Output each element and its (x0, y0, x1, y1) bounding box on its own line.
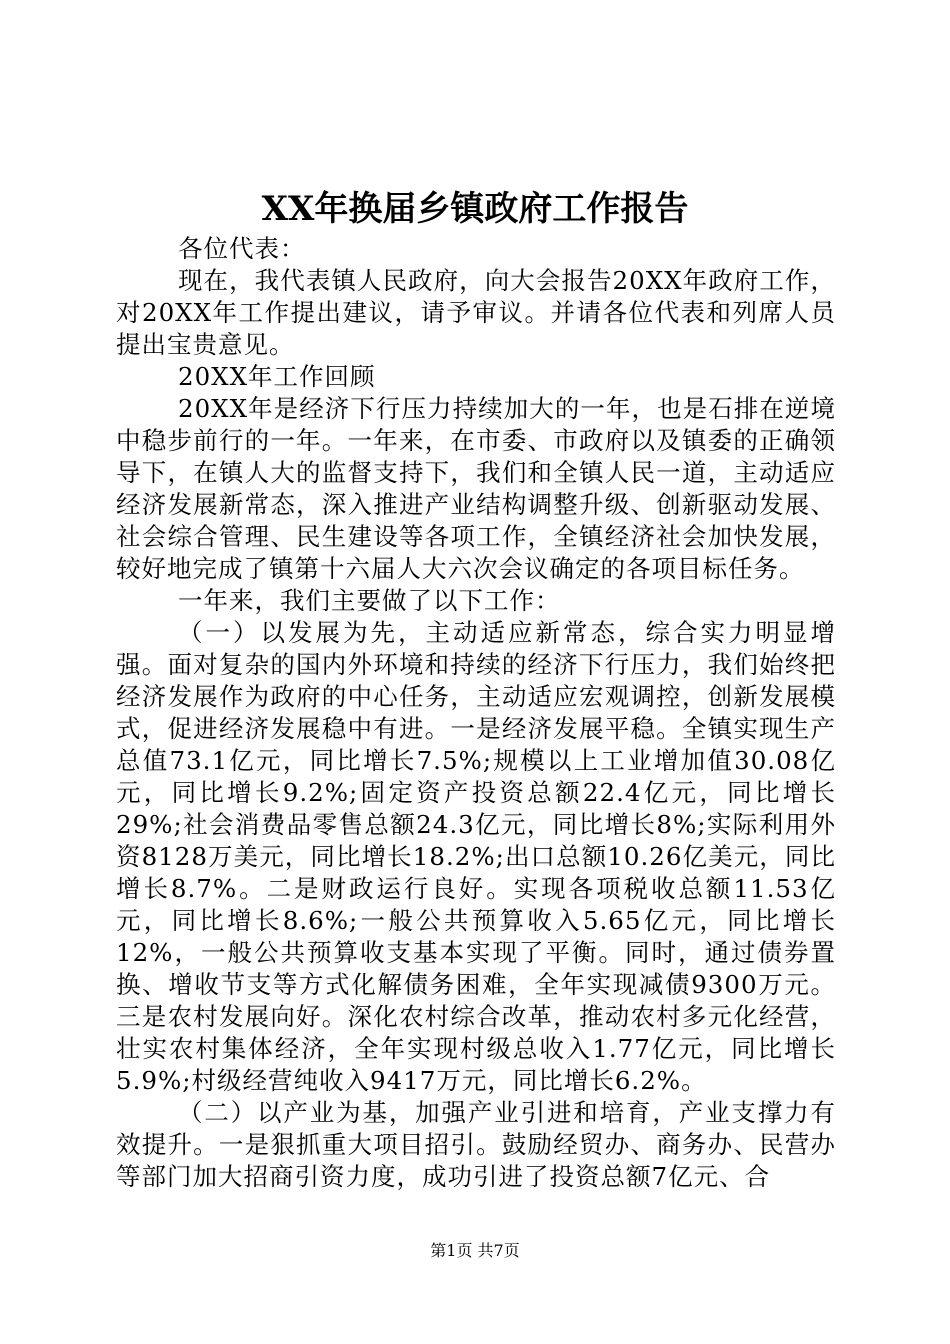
section-heading-review: 20XX年工作回顾 (178, 362, 376, 391)
page-footer: 第1页 共7页 (430, 1241, 520, 1260)
review-paragraph: 20XX年是经济下行压力持续加大的一年，也是石排在逆境中稳步前行的一年。一年来，在市委、市政府以及镇委的正确领导下，在镇人大的监督支持下，我们和全镇人民一道，主动适应经济发展新常态，深入推进产业结构调整升级、创新驱动发展、社会综合管理、民生建设等各项工作，全镇经济社会加快发展，较好地完成了镇第十六届人大六次会议确定的各项目标任务。 (116, 394, 836, 583)
document-body (116, 233, 836, 1193)
work-item-2-paragraph: （二）以产业为基，加强产业引进和培育，产业支撑力有效提升。一是狠抓重大项目招引。鼓励经贸办、商务办、民营办等部门加大招商引资力度，成功引进了投资总额7亿元、合 (116, 1098, 836, 1191)
salutation-paragraph: 各位代表： (178, 234, 306, 263)
intro-paragraph: 现在，我代表镇人民政府，向大会报告20XX年政府工作，对20XX年工作提出建议，请予审议。并请各位代表和列席人员提出宝贵意见。 (116, 266, 836, 359)
work-intro-paragraph: 一年来，我们主要做了以下工作： (178, 586, 561, 615)
document-title: XX年换届乡镇政府工作报告 (261, 189, 689, 229)
work-item-1-paragraph: （一）以发展为先，主动适应新常态，综合实力明显增强。面对复杂的国内外环境和持续的经济下行压力，我们始终把经济发展作为政府的中心任务，主动适应宏观调控，创新发展模式，促进经济发展稳中有进。一是经济发展平稳。全镇实现生产总值73.1亿元，同比增长7.5%;规模以上工业增加值30.08亿元，同比增长9.2%;固定资产投资总额22.4亿元，同比增长29%;社会消费品零售总额24.3亿元，同比增长8%;实际利用外资8128万美元，同比增长18.2%;出口总额10.26亿美元，同比增长8.7%。二是财政运行良好。实现各项税收总额11.53亿元，同比增长8.6%;一般公共预算收入5.65亿元，同比增长12%，一般公共预算收支基本实现了平衡。同时，通过债券置换、增收节支等方式化解债务困难，全年实现减债9300万元。三是农村发展向好。深化农村综合改革，推动农村多元化经营，壮实农村集体经济，全年实现村级总收入1.77亿元，同比增长5.9%;村级经营纯收入9417万元，同比增长6.2%。 (116, 618, 836, 1095)
